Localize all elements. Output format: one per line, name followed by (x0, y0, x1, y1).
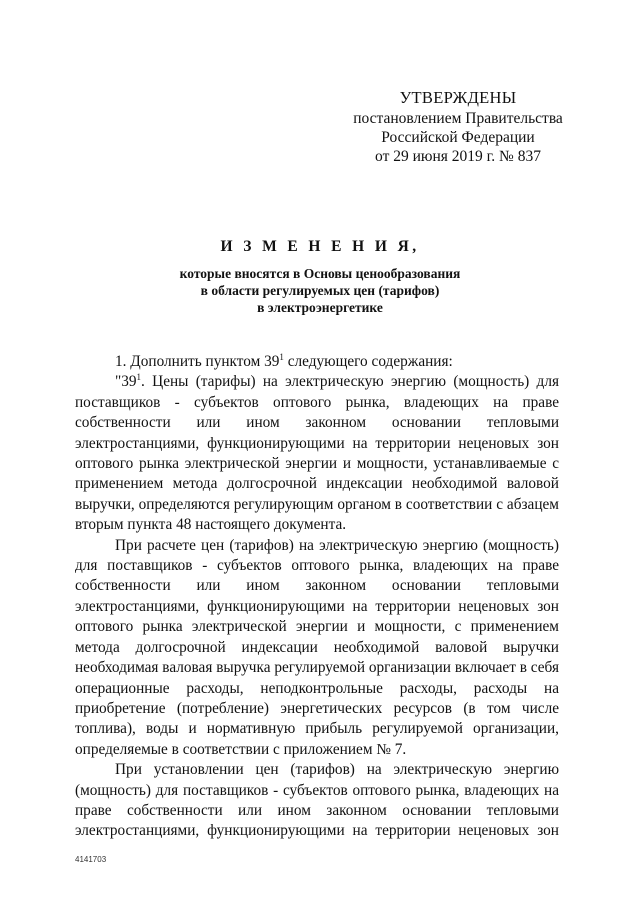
approval-line-2: Российской Федерации (381, 129, 535, 146)
document-title (60, 238, 580, 316)
paragraph-2-text-a: "39 (115, 373, 137, 391)
paragraph-2-text-b: . Цены (тарифы) на электрическую энергию (мощность) для поставщиков - субъектов оптового рынка, владеющих на праве собственности или ином законном основании тепловыми электростанциями, функционирующими на территории неценовых зон оптового рынка электрической энергии и мощности, устанавливаемые с применением метода долгосрочной индексации необходимой валовой выручки, определяются регулирующим органом в соответствии с абзацем вторым пункта 48 настоящего документа. (75, 373, 559, 534)
paragraph-1-text-a: 1. Дополнить пунктом 39 (115, 353, 280, 370)
paragraph-1-text-b: следующего содержания: (283, 353, 453, 370)
paragraph-3: При расчете цен (тарифов) на электрическую энергию (мощность) для поставщиков - субъектов оптового рынка, владеющих на праве собственности или ином законном основании тепловыми электростанциями, функционирующими на территории неценовых зон оптового рынка электрической энергии и мощности, с применением метода долгосрочной индексации необходимой валовой выручки необходимая валовая выручка регулируемой организации включает в себя операционные расходы, неподконтрольные расходы, расходы на приобретение (потребление) энергетических ресурсов (в том числе топлива), воды и нормативную прибыль регулируемой организации, определяемые в соответствии с приложением № 7. (75, 536, 559, 758)
title-main: И З М Е Н Е Н И Я, (220, 238, 420, 255)
document-code: 4141703 (75, 855, 107, 864)
paragraph-2 (75, 372, 559, 535)
approval-line-3: от 29 июня 2019 г. № 837 (375, 148, 541, 165)
document-body (75, 352, 559, 842)
paragraph-4: При установлении цен (тарифов) на электрическую энергию (мощность) для поставщиков - субъектов оптового рынка, владеющих на праве собственности или ином законном основании тепловыми электростанциями, функционирующими на территории неценовых зон (75, 761, 559, 840)
paragraph-1-superscript: 1 (279, 352, 284, 362)
title-sub-line-3: в электроэнергетике (257, 300, 383, 315)
approval-line-1: постановлением Правительства (353, 110, 563, 127)
paragraph-1 (75, 352, 559, 372)
approval-heading: УТВЕРЖДЕНЫ (399, 88, 517, 107)
paragraph-2-superscript: 1 (136, 372, 142, 383)
title-sub-line-2: в области регулируемых цен (тарифов) (200, 283, 440, 298)
title-sub-line-1: которые вносятся в Основы ценообразования (179, 266, 461, 281)
approval-block (352, 88, 564, 166)
